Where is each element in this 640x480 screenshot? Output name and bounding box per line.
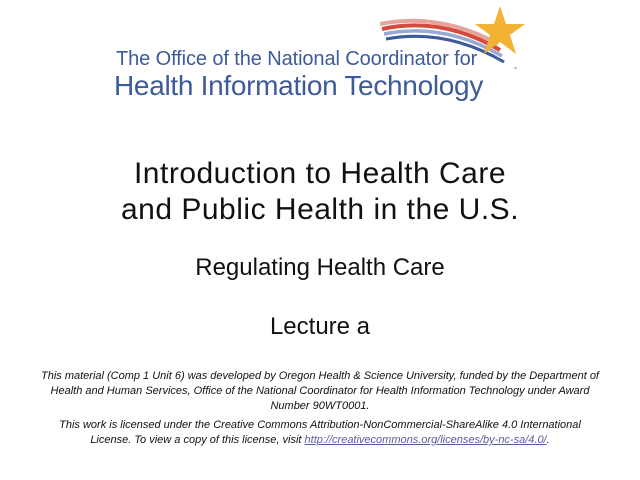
logo-text-office: The Office of the National Coordinator for: [116, 48, 478, 70]
slide-title-line2: and Public Health in the U.S.: [120, 193, 520, 226]
lecture-label: Lecture a: [269, 313, 371, 340]
license-end: .: [546, 434, 550, 446]
slide-title: [0, 156, 640, 228]
slide-title-line1: Introduction to Health Care: [133, 157, 507, 190]
license-text: This work is licensed under the Creative Commons Attribution-NonCommercial-ShareAlike 4.0 International License. To view a copy of this license, visit: [59, 419, 581, 446]
funding-statement: This material (Comp 1 Unit 6) was developed by Oregon Health & Science University, funded by the Department of Health and Human Services, Office of the National Coordinator for Health Information Technology under Award Number 90WT0001.: [40, 370, 599, 412]
svg-text:™: ™: [513, 66, 517, 71]
logo-text-hit: Health Information Technology: [114, 70, 484, 101]
license-link[interactable]: http://creativecommons.org/licenses/by-nc-sa/4.0/: [304, 434, 547, 446]
license-statement: [40, 418, 600, 448]
credits-block: [40, 369, 600, 452]
slide-subtitle: Regulating Health Care: [195, 254, 445, 281]
